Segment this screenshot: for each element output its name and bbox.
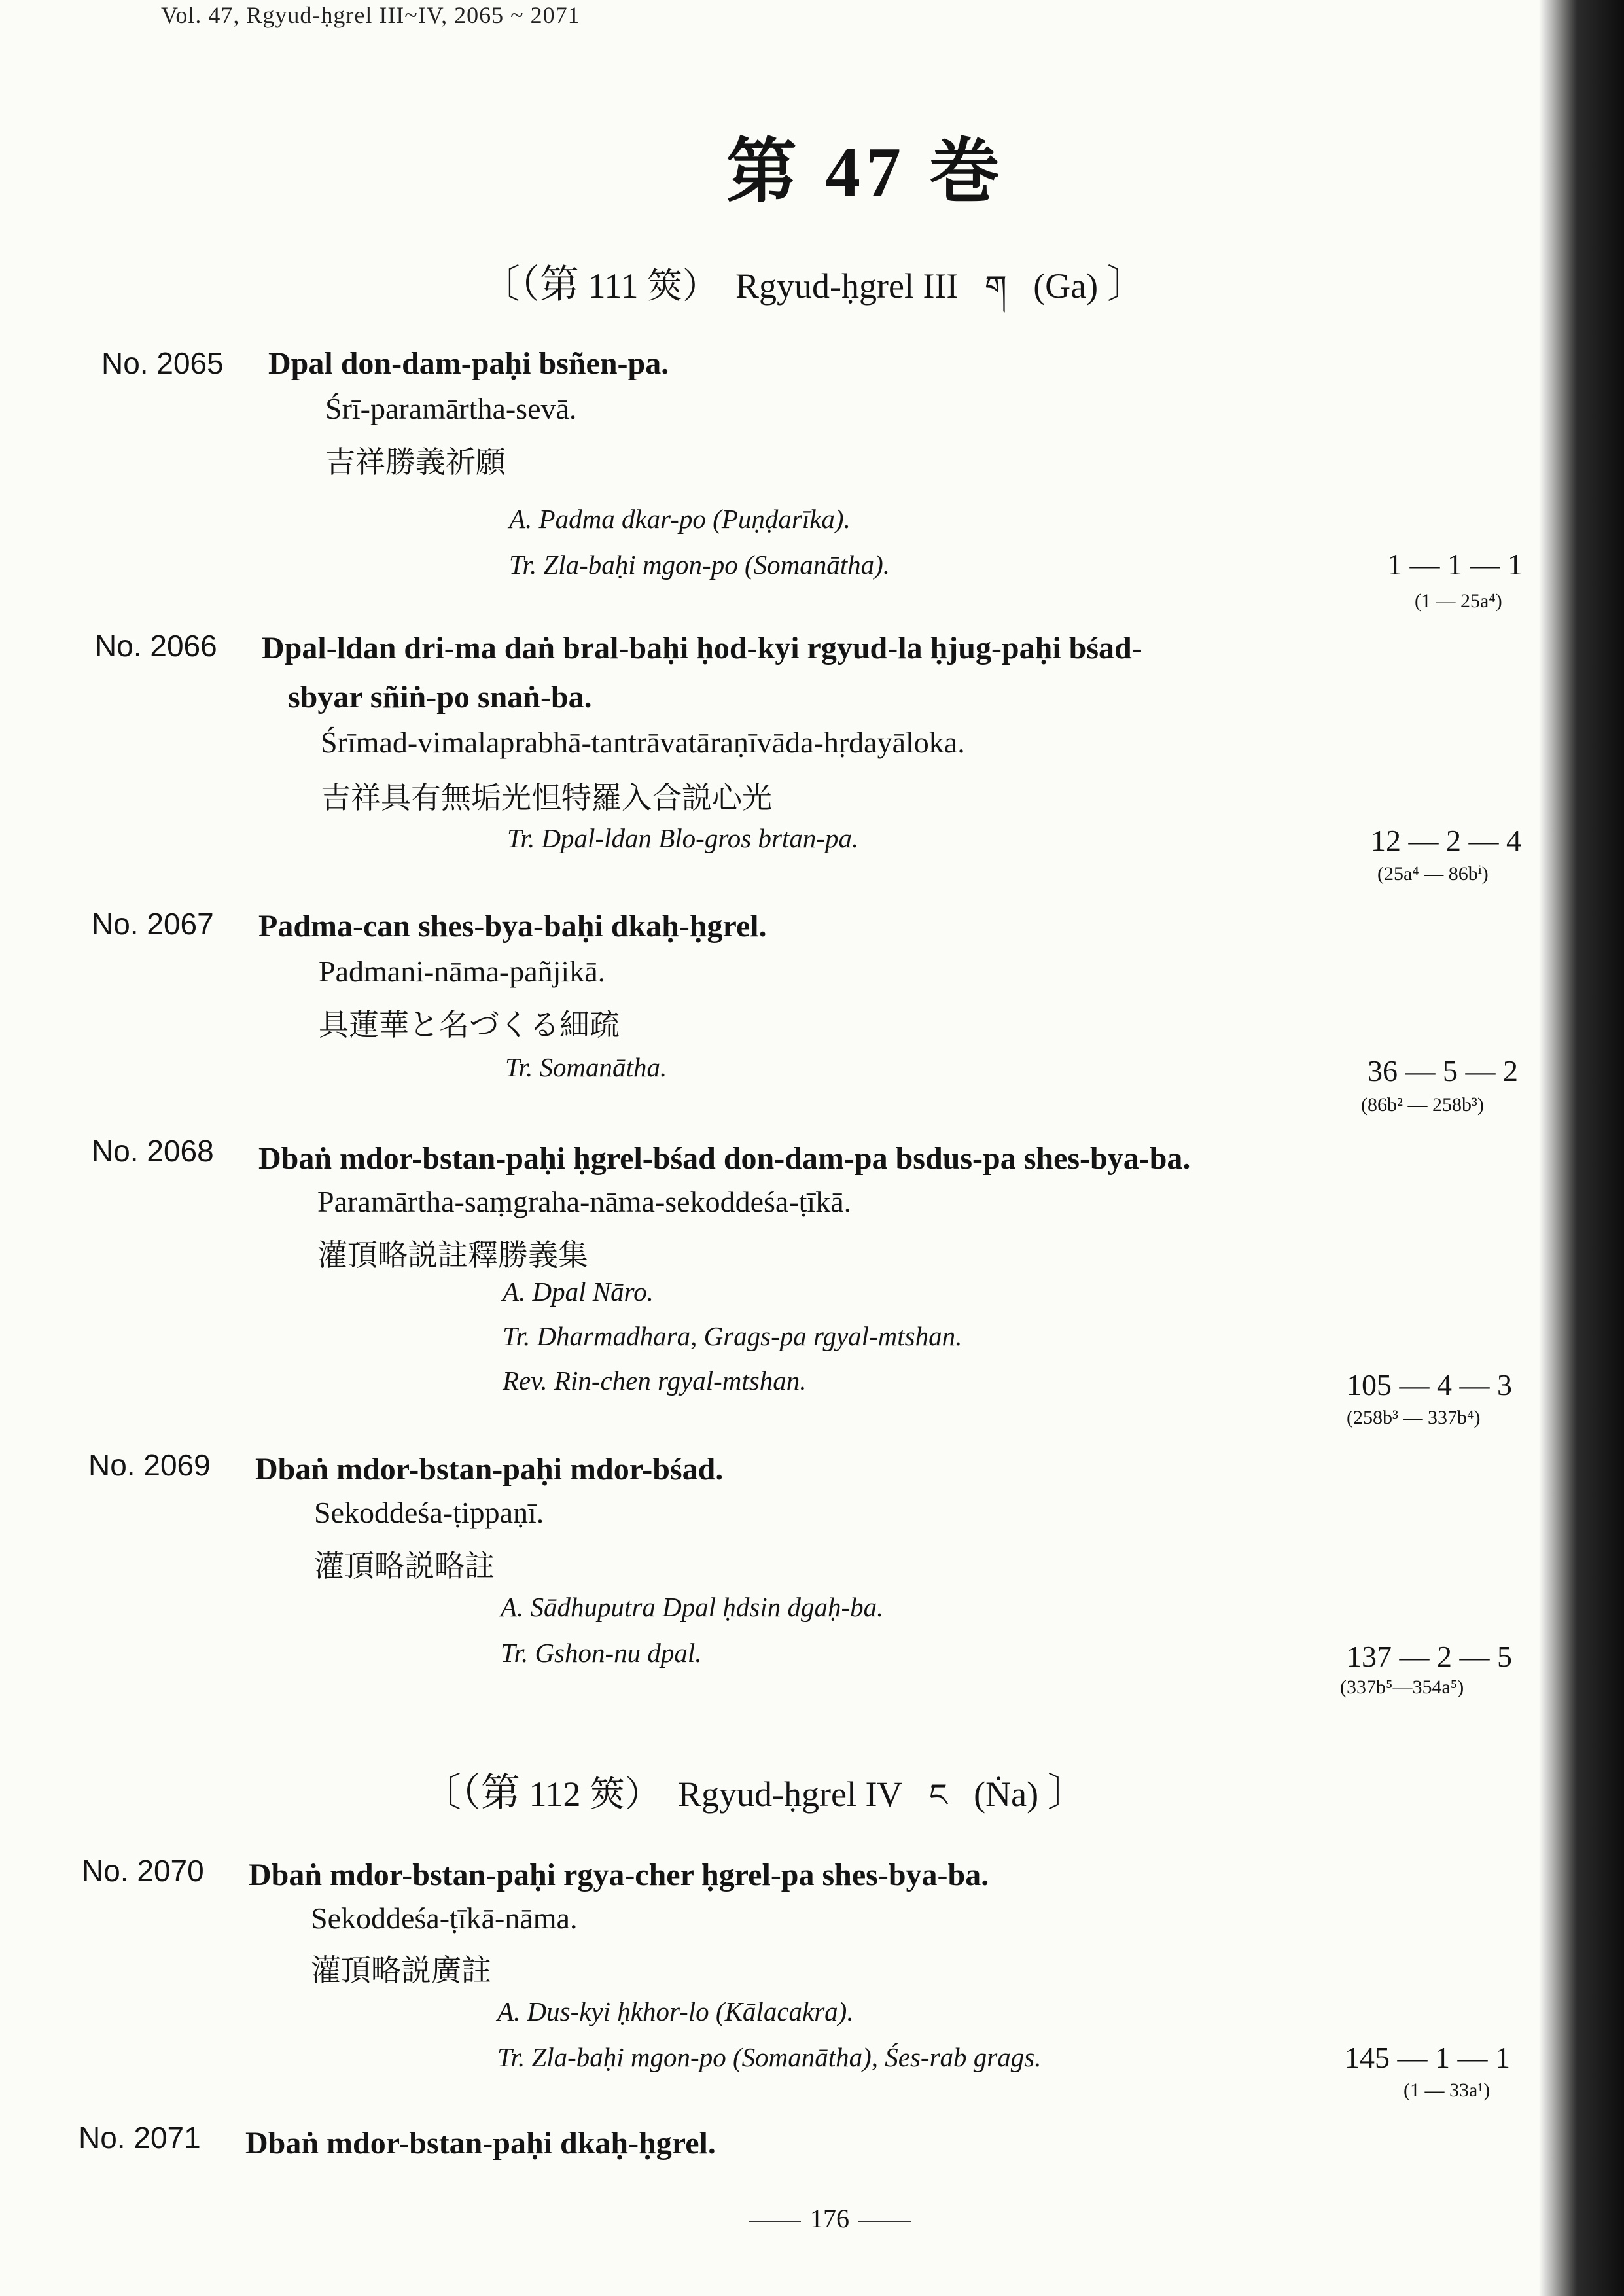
sanskrit-title: Paramārtha-saṃgraha-nāma-sekoddeśa-ṭīkā. [317,1185,852,1218]
page-number-rule-right [858,2221,911,2222]
location-reference: 105 — 4 — 3 [1347,1368,1512,1402]
sanskrit-title: Śrīmad-vimalaprabhā-tantrāvatāraṇīvāda-hṛdayāloka. [321,726,965,759]
volume-title: 第 47 巻 [726,133,1006,211]
chinese-title: 吉祥勝義祈願 [325,444,506,480]
chinese-title: 灌頂略説廣註 [311,1952,491,1988]
translator-credit: Tr. Somanātha. [505,1052,667,1082]
page-number: 176 [739,2203,920,2234]
tibetan-title-line-2: sbyar sñiṅ-po snaṅ-ba. [288,680,592,715]
folio-range: (1 — 33a¹) [1403,2079,1491,2101]
tibetan-letter-nga: ང [928,1777,947,1814]
tibetan-title-line-1: Dpal-ldan dri-ma daṅ bral-baḥi ḥod-kyi rgyud-la ḥjug-paḥi bśad- [262,631,1142,665]
folio-range: (25a⁴ — 86bⁱ) [1377,863,1489,885]
author-credit: A. Dus-kyi ḥkhor-lo (Kālacakra). [497,1996,854,2026]
translator-credit: Tr. Dpal-ldan Blo-gros brtan-pa. [507,823,859,853]
sanskrit-title: Padmani-nāma-pañjikā. [319,955,606,988]
tibetan-title: Dbaṅ mdor-bstan-paḥi rgya-cher ḥgrel-pa shes-bya-ba. [249,1858,989,1892]
sanskrit-title: Śrī-paramārtha-sevā. [325,392,577,425]
entry-number: No. 2065 [101,346,224,380]
section-heading-111: 〔（第 111 筴） Rgyud-ḥgrel III ག (Ga) 〕 [481,263,1146,306]
page-number-rule-left [749,2221,801,2222]
folio-range: (86b² — 258b³) [1361,1094,1484,1116]
location-reference: 1 — 1 — 1 [1387,548,1523,581]
entry-number: No. 2071 [79,2121,201,2155]
entry-number: No. 2068 [92,1134,214,1168]
entry-number: No. 2067 [92,907,214,941]
translator-credit: Tr. Zla-baḥi mgon-po (Somanātha). [509,550,891,580]
tibetan-letter-ga: ག [984,269,1007,306]
tibetan-title: Padma-can shes-bya-baḥi dkaḥ-ḥgrel. [258,909,767,944]
translator-credit: Tr. Gshon-nu dpal. [501,1638,702,1668]
chinese-title: 吉祥具有無垢光怛特羅入合説心光 [321,780,772,815]
translator-credit: Tr. Dharmadhara, Grags-pa rgyal-mtshan. [503,1321,962,1351]
entry-number: No. 2069 [88,1448,211,1482]
tibetan-title: Dbaṅ mdor-bstan-paḥi dkaḥ-ḥgrel. [245,2126,716,2161]
sanskrit-title: Sekoddeśa-ṭippaṇī. [314,1496,544,1529]
entry-number: No. 2066 [95,629,217,663]
author-credit: A. Padma dkar-po (Puṇḍarīka). [509,504,851,534]
location-reference: 145 — 1 — 1 [1345,2041,1510,2074]
location-reference: 137 — 2 — 5 [1347,1640,1512,1673]
page-edge-shadow [1539,0,1624,2296]
translator-credit: Tr. Zla-baḥi mgon-po (Somanātha), Śes-rab grags. [497,2042,1042,2072]
entry-number: No. 2070 [82,1854,204,1888]
sanskrit-title: Sekoddeśa-ṭīkā-nāma. [311,1901,578,1935]
tibetan-title: Dpal don-dam-paḥi bsñen-pa. [268,346,669,381]
chinese-title: 具蓮華と名づくる細疏 [319,1007,620,1042]
location-reference: 12 — 2 — 4 [1371,824,1521,857]
reviser-credit: Rev. Rin-chen rgyal-mtshan. [503,1366,807,1396]
chinese-title: 灌頂略説註釋勝義集 [317,1237,588,1273]
folio-range: (258b³ — 337b⁴) [1347,1407,1481,1428]
chinese-title: 灌頂略説略註 [314,1548,495,1583]
folio-range: (337b⁵—354a⁵) [1340,1676,1464,1698]
author-credit: A. Sādhuputra Dpal ḥdsin dgaḥ-ba. [501,1592,884,1622]
folio-range: (1 — 25a⁴) [1415,590,1502,612]
tibetan-title: Dbaṅ mdor-bstan-paḥi mdor-bśad. [255,1452,724,1487]
tibetan-title: Dbaṅ mdor-bstan-paḥi ḥgrel-bśad don-dam-pa bsdus-pa shes-bya-ba. [258,1141,1191,1176]
location-reference: 36 — 5 — 2 [1368,1054,1518,1087]
author-credit: A. Dpal Nāro. [503,1277,654,1307]
section-heading-112: 〔（第 112 筴） Rgyud-ḥgrel IV ང (Ṅa) 〕 [422,1771,1087,1814]
running-header: Vol. 47, Rgyud-ḥgrel III~IV, 2065 ~ 2071 [161,2,580,28]
